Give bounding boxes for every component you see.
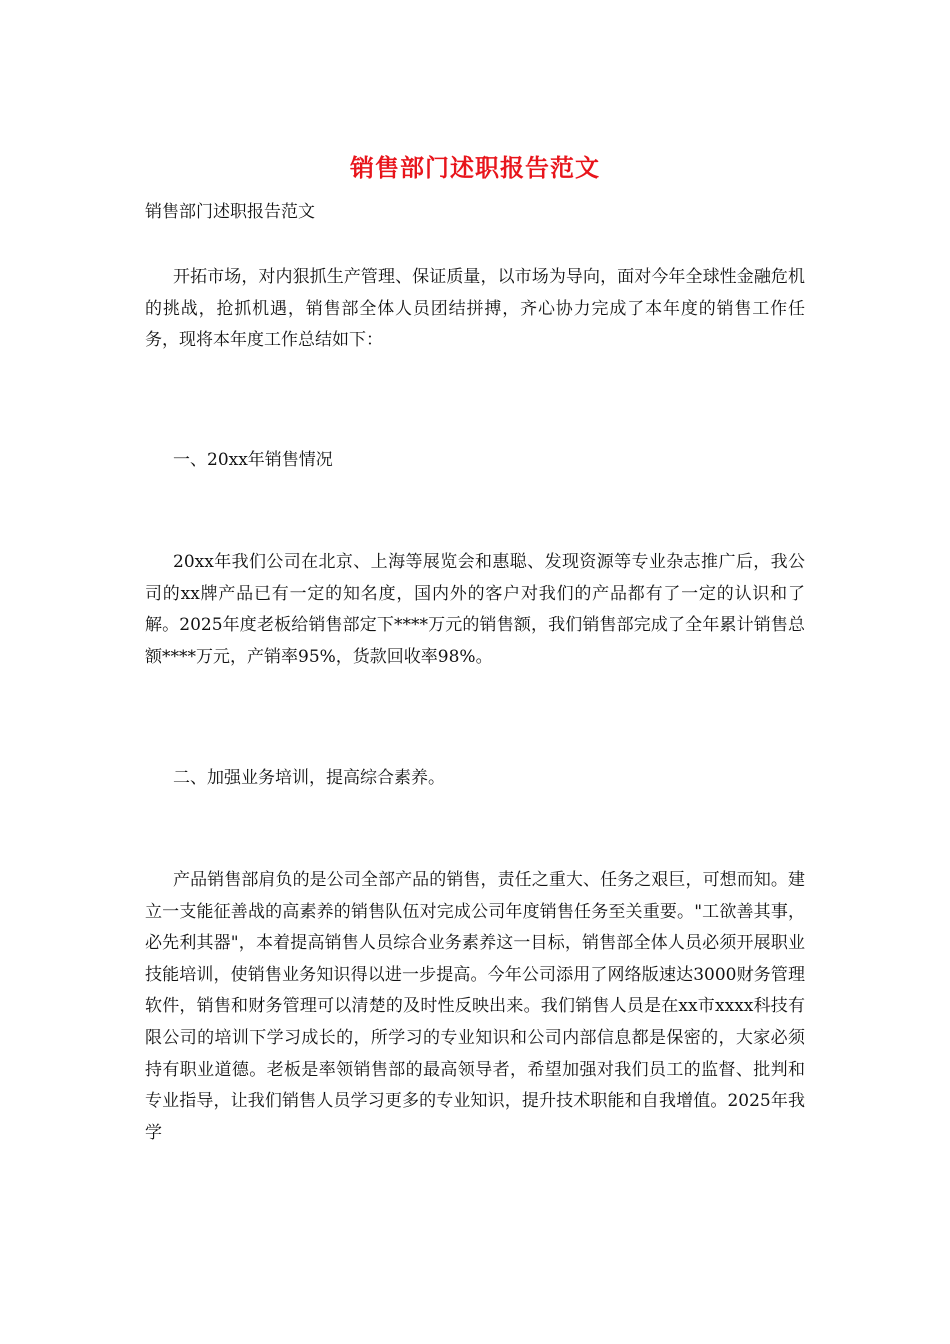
section-heading-2: 二、加强业务培训，提高综合素养。 (173, 768, 445, 788)
document-title: 销售部门述职报告范文 (350, 153, 600, 182)
paragraph-training: 产品销售部肩负的是公司全部产品的销售，责任之重大、任务之艰巨，可想而知。建立一支能征善战的高素养的销售队伍对完成公司年度销售任务至关重要。"工欲善其事，必先利其器"，本着提高销售人员综合业务素养这一目标，销售部全体人员必须开展职业技能培训，使销售业务知识得以进一步提高。今年公司添用了网络版速达3000财务管理软件，销售和财务管理可以清楚的及时性反映出来。我们销售人员是在xx市xxxx科技有限公司的培训下学习成长的，所学习的专业知识和公司内部信息都是保密的，大家必须持有职业道德。老板是率领销售部的最高领导者，希望加强对我们员工的监督、批判和专业指导，让我们销售人员学习更多的专业知识，提升技术职能和自我增值。2025年我学 (145, 870, 805, 1143)
section-heading-1: 一、20xx年销售情况 (173, 450, 333, 470)
paragraph-sales-situation: 20xx年我们公司在北京、上海等展览会和惠聪、发现资源等专业杂志推广后，我公司的xx牌产品已有一定的知名度，国内外的客户对我们的产品都有了一定的认识和了解。2025年度老板给销售部定下****万元的销售额，我们销售部完成了全年累计销售总额****万元，产销率95%，货款回收率98%。 (145, 552, 805, 667)
paragraph-intro: 开拓市场，对内狠抓生产管理、保证质量，以市场为导向，面对今年全球性金融危机的挑战，抢抓机遇，销售部全体人员团结拼搏，齐心协力完成了本年度的销售工作任务，现将本年度工作总结如下： (145, 267, 805, 351)
document-subtitle: 销售部门述职报告范文 (145, 202, 315, 222)
